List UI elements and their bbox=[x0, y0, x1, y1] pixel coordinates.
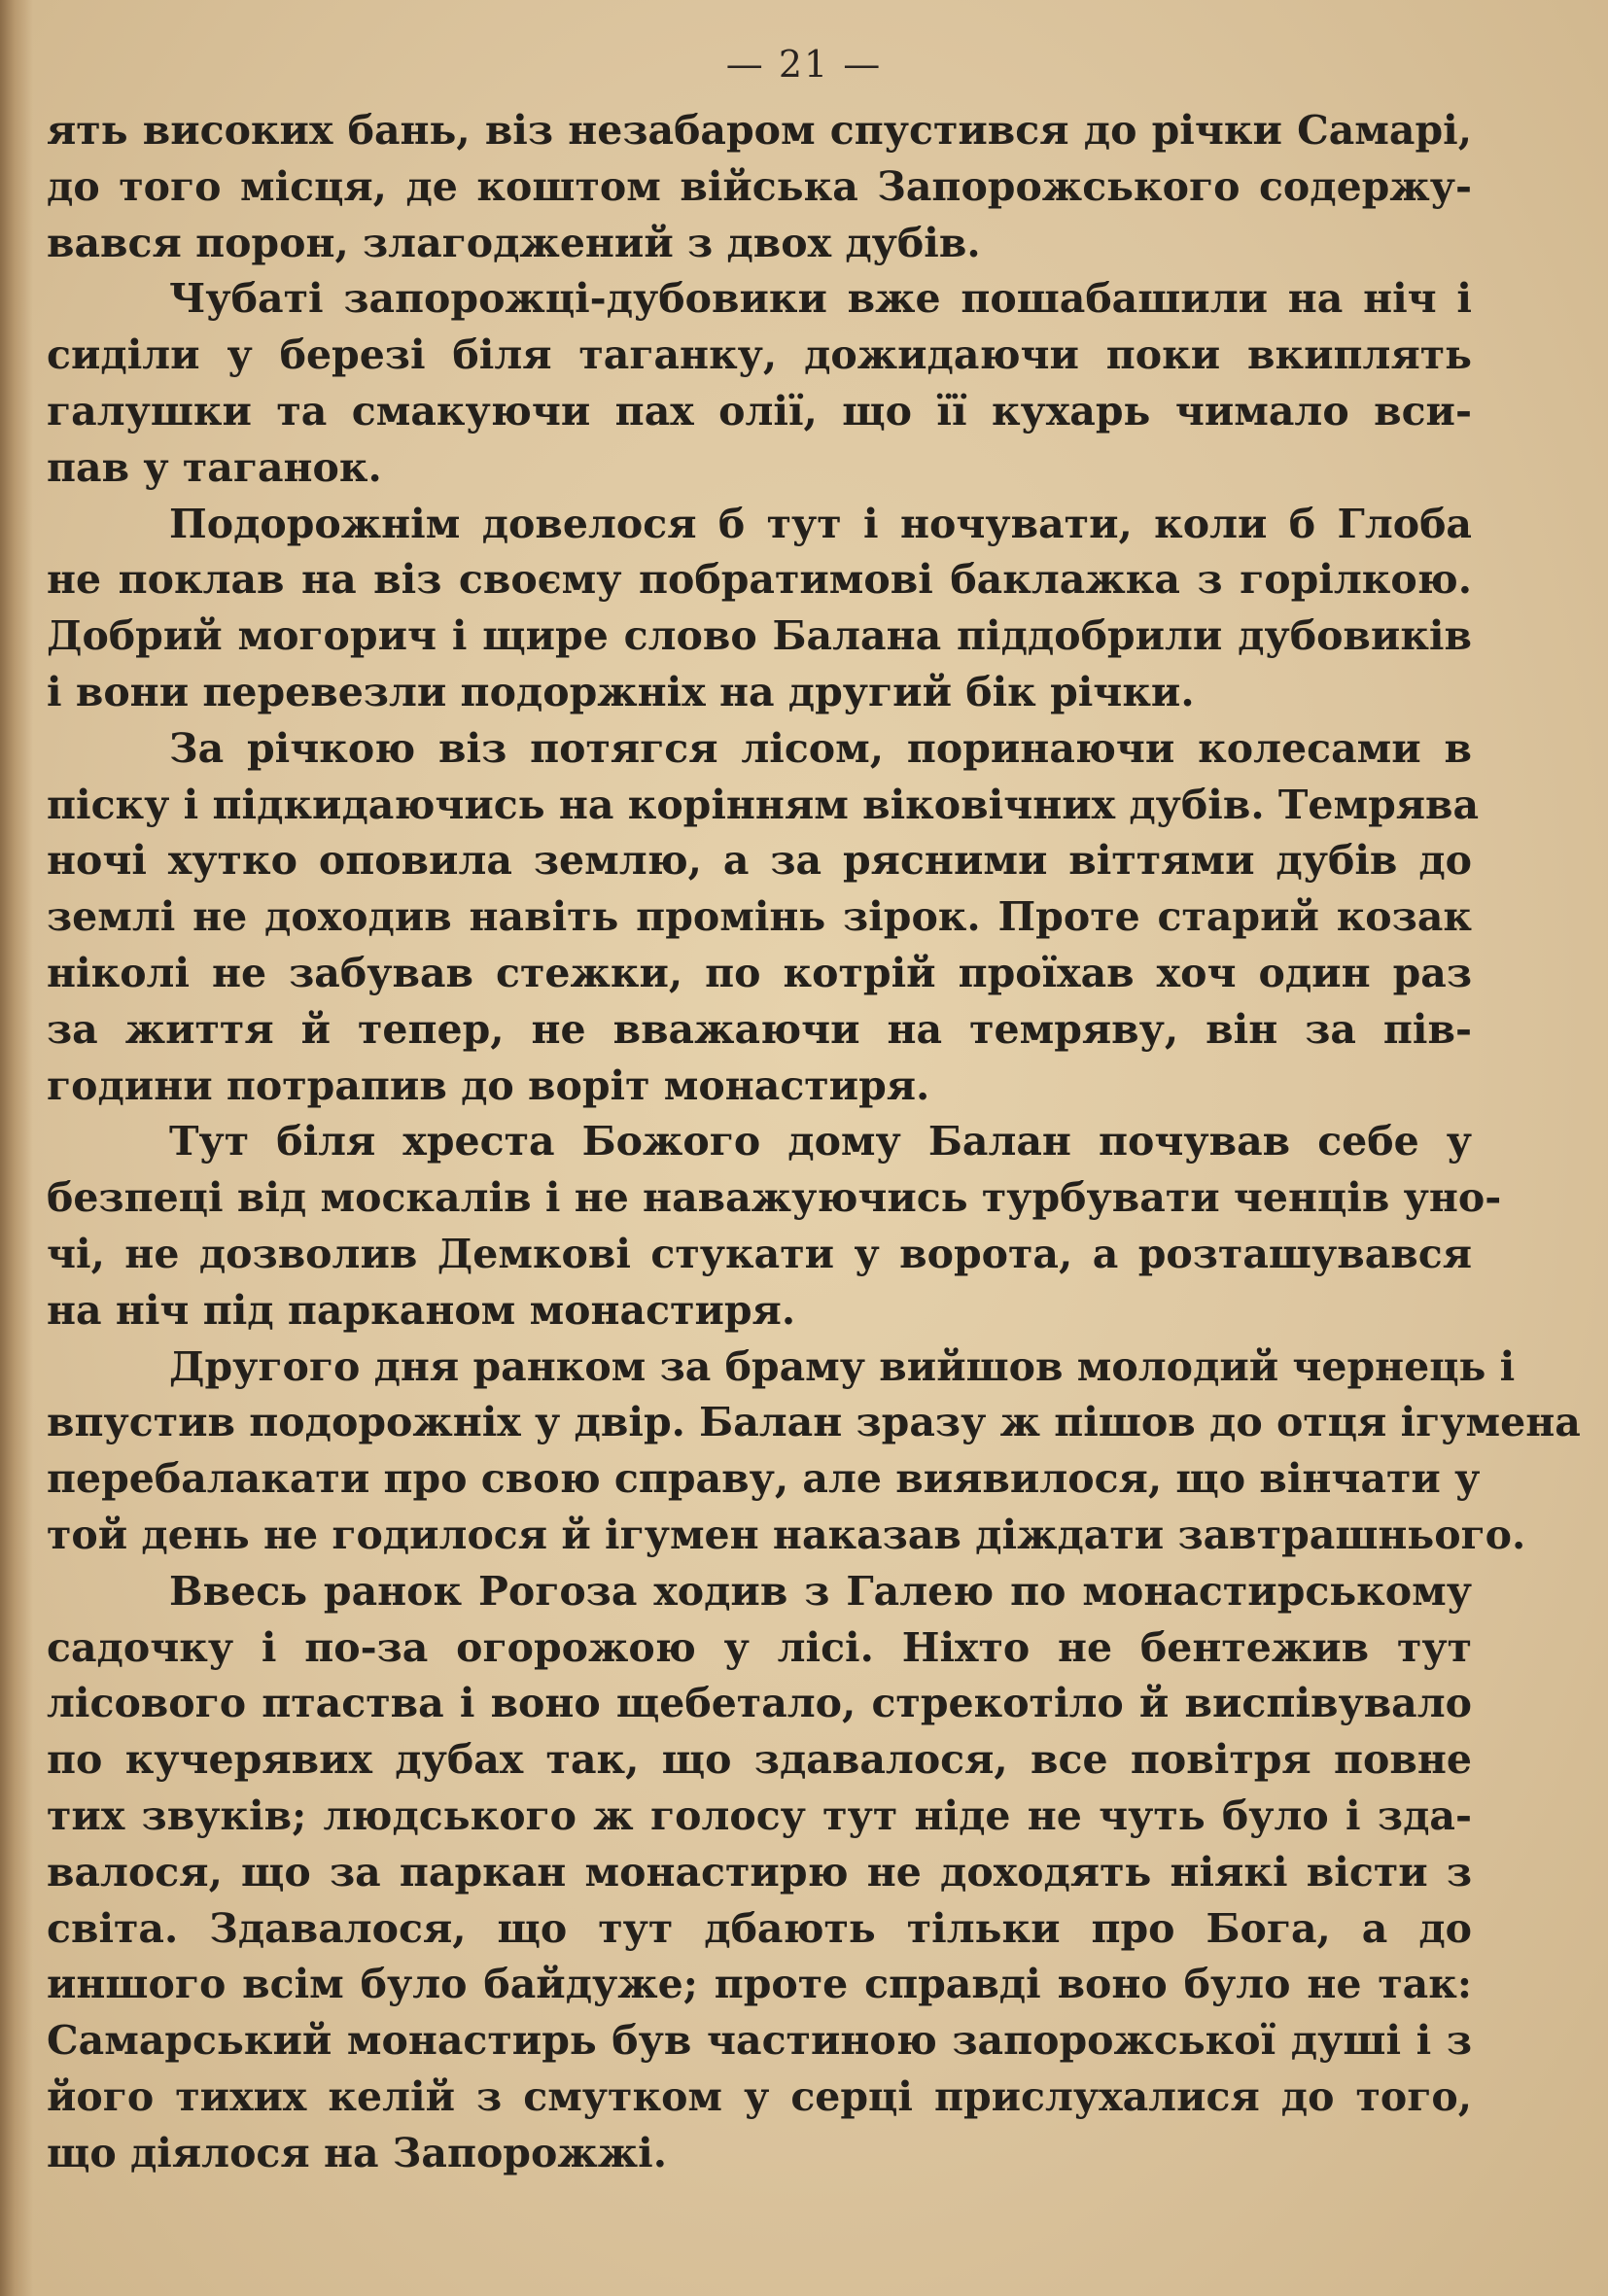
text-line: Тут біля хреста Божого дому Балан почував себе у bbox=[169, 1118, 1472, 1165]
text-line: не поклав на віз своєму побратимові баклажка з горілкою. bbox=[47, 556, 1472, 604]
text-line: Ввесь ранок Рогоза ходив з Галею по монастирському bbox=[169, 1567, 1472, 1615]
text-line: ніколі не забував стежки, по котрій проїхав хоч один раз bbox=[47, 949, 1472, 996]
text-line: вався порон, злагоджений з двох дубів. bbox=[47, 219, 981, 266]
paragraph bbox=[47, 271, 1472, 496]
text-line: иншого всім було байдуже; проте справді воно було не так: bbox=[47, 1961, 1472, 2008]
text-line: що діялося на Запорожжі. bbox=[47, 2129, 667, 2176]
text-line: ять високих бань, віз незабаром спустився до річки Самарі, bbox=[47, 107, 1472, 154]
text-line: той день не годилося й ігумен наказав діждати завтрашнього. bbox=[47, 1511, 1526, 1558]
text-line: За річкою віз потягся лісом, поринаючи колесами в bbox=[169, 724, 1472, 772]
text-line: його тихих келій з смутком у серці прислухалися до того, bbox=[47, 2072, 1472, 2120]
text-line: лісового птаства і воно щебетало, стрекотіло й виспівувало bbox=[47, 1680, 1472, 1727]
text-line: піску і підкидаючись на корінням віковічних дубів. Темрява bbox=[47, 781, 1480, 828]
body-text bbox=[47, 103, 1581, 2181]
text-line: чі, не дозволив Демкові стукати у ворота, а розташувався bbox=[47, 1230, 1472, 1277]
text-line: Добрий могорич і щире слово Балана піддобрили дубовиків bbox=[47, 612, 1472, 660]
paragraph bbox=[47, 1564, 1472, 2182]
text-line: садочку і по-за огорожою у лісі. Ніхто не бентежив тут bbox=[47, 1623, 1472, 1671]
text-line: пав у таганок. bbox=[47, 443, 382, 491]
text-line: години потрапив до воріт монастиря. bbox=[47, 1061, 930, 1109]
text-line: за життя й тепер, не вважаючи на темряву, він за пів- bbox=[47, 1005, 1472, 1053]
text-line: валося, що за паркан монастирю не доходять ніякі вісти з bbox=[47, 1848, 1472, 1896]
paragraph bbox=[47, 1339, 1581, 1564]
text-line: по кучерявих дубах так, що здавалося, все повітря повне bbox=[47, 1736, 1472, 1784]
text-line: Другого дня ранком за браму вийшов молодий чернець і bbox=[169, 1342, 1516, 1390]
text-line: Самарський монастирь був частиною запорожської душі і з bbox=[47, 2017, 1472, 2065]
paragraph bbox=[47, 103, 1472, 271]
text-line: галушки та смакуючи пах олії, що її кухарь чимало вси- bbox=[47, 387, 1472, 435]
page-number: — 21 — bbox=[725, 43, 883, 86]
paragraph bbox=[47, 721, 1480, 1115]
text-line: світа. Здавалося, що тут дбають тільки про Бога, а до bbox=[47, 1904, 1472, 1952]
text-line: Чубаті запорожці-дубовики вже пошабашили на ніч і bbox=[169, 275, 1472, 323]
text-line: сиділи у березі біля таганку, дожидаючи поки вкиплять bbox=[47, 331, 1472, 379]
text-line: землі не доходив навіть промінь зірок. Проте старий козак bbox=[47, 893, 1472, 941]
text-line: впустив подорожніх у двір. Балан зразу ж пішов до отця ігумена bbox=[47, 1399, 1581, 1446]
paragraph bbox=[47, 1114, 1502, 1339]
text-line: ночі хутко оповила землю, а за рясними віттями дубів до bbox=[47, 837, 1472, 885]
text-line: перебалакати про свою справу, але виявилося, що вінчати у bbox=[47, 1455, 1481, 1503]
text-line: до того місця, де коштом війська Запорожського содержу- bbox=[47, 162, 1472, 210]
text-line: Подорожнім довелося б тут і ночувати, коли б Глоба bbox=[169, 500, 1472, 547]
text-line: безпеці від москалів і не наважуючись турбувати ченців уно- bbox=[47, 1174, 1502, 1222]
page-binding-shadow bbox=[0, 0, 33, 2296]
text-line: на ніч під парканом монастиря. bbox=[47, 1286, 796, 1334]
paragraph bbox=[47, 497, 1472, 721]
text-line: і вони перевезли подоржніх на другий бік річки. bbox=[47, 668, 1195, 715]
text-line: тих звуків; людського ж голосу тут ніде не чуть було і зда- bbox=[47, 1792, 1472, 1839]
